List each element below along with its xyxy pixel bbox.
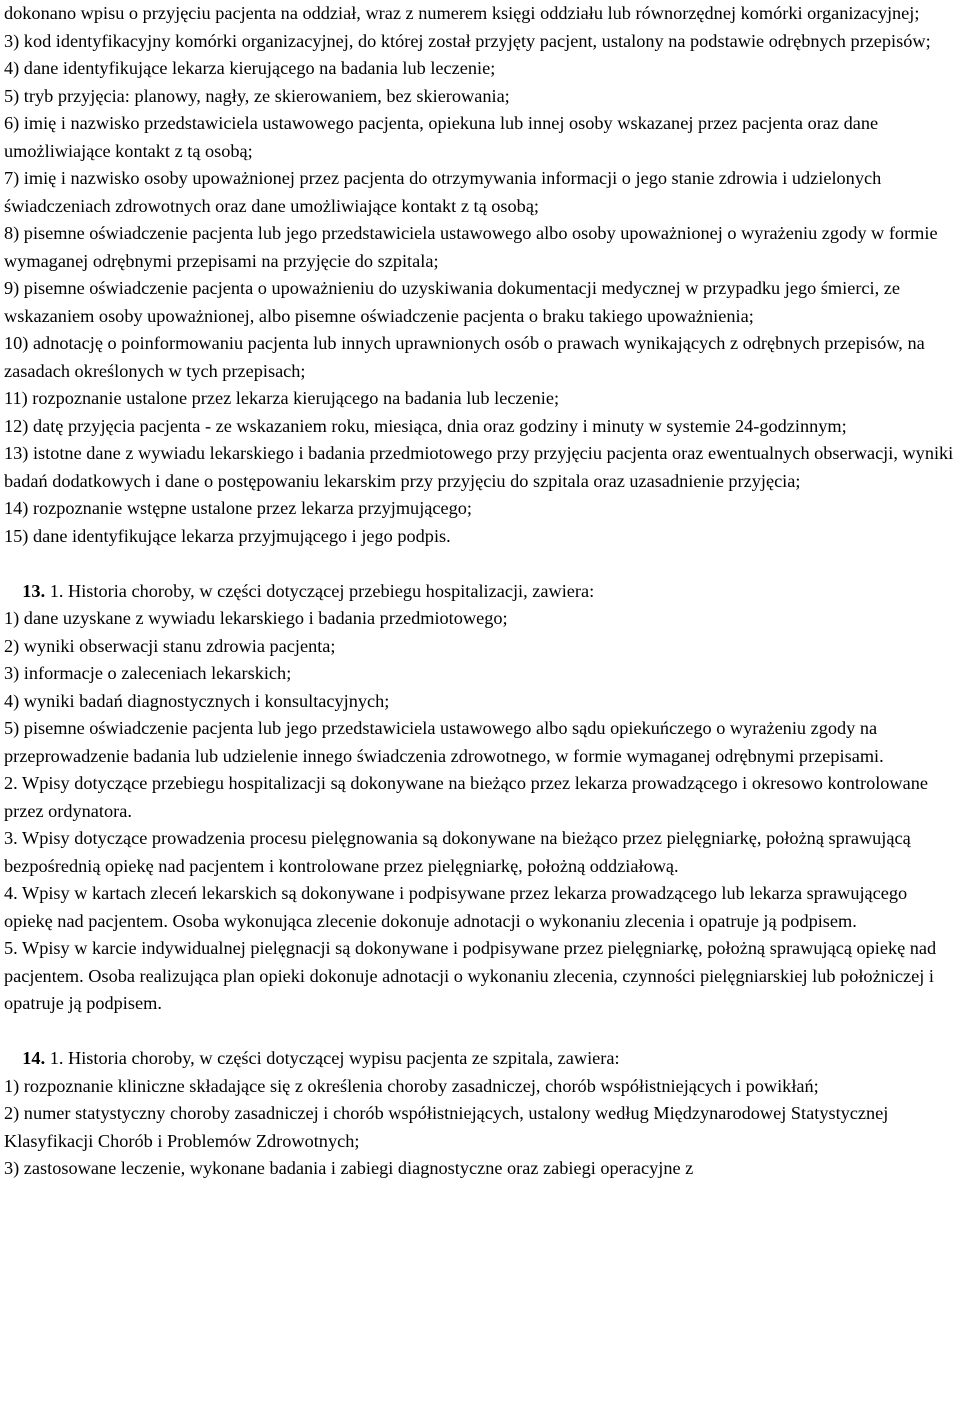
section-13 [4,578,956,1018]
list-item: 5. Wpisy w karcie indywidualnej pielęgnacji są dokonywane i podpisywane przez pielęgniarkę, położną sprawującą opiekę nad pacjentem. Osoba realizująca plan opieki dokonuje adnotacji o wykonaniu zlecenia, czynności pielęgniarskiej lub położniczej i opatruje ją podpisem. [4,938,937,1013]
list-item: 3) kod identyfikacyjny komórki organizacyjnej, do której został przyjęty pacjent, ustalony na podstawie odrębnych przepisów; [4,30,931,51]
list-item: 5) pisemne oświadczenie pacjenta lub jego przedstawiciela ustawowego albo sądu opiekuńczego o wyrażeniu zgody na przeprowadzenie badania lub udzielenie innego świadczenia zdrowotnego, w formie wymaganej odrębnymi przepisami. [4,718,884,766]
list-item: 6) imię i nazwisko przedstawiciela ustawowego pacjenta, opiekuna lub innej osoby wskazanej przez pacjenta oraz dane umożliwiające kontakt z tą osobą; [4,113,879,161]
list-item: 3) zastosowane leczenie, wykonane badania i zabiegi diagnostyczne oraz zabiegi operacyjne z [4,1158,694,1178]
section-lead: 1. Historia choroby, w części dotyczącej przebiegu hospitalizacji, zawiera: [45,580,595,601]
list-item: 7) imię i nazwisko osoby upoważnionej przez pacjenta do otrzymywania informacji o jego stanie zdrowia i udzielonych świadczeniach zdrowotnych oraz dane umożliwiające kontakt z tą osobą; [4,168,882,216]
list-item: 2) numer statystyczny choroby zasadniczej i chorób współistniejących, ustalony według Międzynarodowej Statystycznej Klasyfikacji Chorób i Problemów Zdrowotnych; [4,1103,889,1151]
list-item: 2) wyniki obserwacji stanu zdrowia pacjenta; [4,635,336,656]
list-item: 3) informacje o zaleceniach lekarskich; [4,663,292,683]
section-number: 13. [22,580,46,601]
list-item: 1) dane uzyskane z wywiadu lekarskiego i badania przedmiotowego; [4,608,508,628]
list-item: 9) pisemne oświadczenie pacjenta o upoważnieniu do uzyskiwania dokumentacji medycznej w przypadku jego śmierci, ze wskazaniem osoby upoważnionej, albo pisemne oświadczenie pacjenta o braku takiego upoważnienia; [4,278,900,326]
list-item: 15) dane identyfikujące lekarza przyjmującego i jego podpis. [4,525,451,546]
list-item: 5) tryb przyjęcia: planowy, nagły, ze skierowaniem, bez skierowania; [4,85,510,106]
list-item: 12) datę przyjęcia pacjenta - ze wskazaniem roku, miesiąca, dnia oraz godziny i minuty w systemie 24-godzinnym; [4,415,847,436]
list-item: 4. Wpisy w kartach zleceń lekarskich są dokonywane i podpisywane przez lekarza prowadzącego lub lekarza sprawującego opiekę nad pacjentem. Osoba wykonująca zlecenie dokonuje adnotacji o wykonaniu zlecenia i opatruje ją podpisem. [4,883,908,931]
list-item: 3. Wpisy dotyczące prowadzenia procesu pielęgnowania są dokonywane na bieżąco przez pielęgniarkę, położną sprawującą bezpośrednią opiekę nad pacjentem i kontrolowane przez pielęgniarkę, położną oddziałową. [4,828,911,876]
list-item: 10) adnotację o poinformowaniu pacjenta lub innych uprawnionych osób o prawach wynikających z odrębnych przepisów, na zasadach określonych w tych przepisach; [4,333,925,381]
section-lead: 1. Historia choroby, w części dotyczącej wypisu pacjenta ze szpitala, zawiera: [45,1048,620,1068]
list-item: 2. Wpisy dotyczące przebiegu hospitalizacji są dokonywane na bieżąco przez lekarza prowadzącego i okresowo kontrolowane przez ordynatora. [4,773,928,821]
section-number: 14. [22,1048,46,1068]
list-item: 11) rozpoznanie ustalone przez lekarza kierującego na badania lub leczenie; [4,388,560,408]
list-item: 4) wyniki badań diagnostycznych i konsultacyjnych; [4,690,390,711]
paragraph-gap [4,550,956,578]
intro-paragraph: dokonano wpisu o przyjęciu pacjenta na oddział, wraz z numerem księgi oddziału lub równorzędnej komórki organizacyjnej; [4,3,920,23]
section-heading [4,1045,956,1073]
paragraph-gap [4,1018,956,1046]
list-item: 14) rozpoznanie wstępne ustalone przez lekarza przyjmującego; [4,498,472,518]
section-heading [4,578,956,606]
list-item: 1) rozpoznanie kliniczne składające się z określenia choroby zasadniczej, chorób współistniejących i powikłań; [4,1075,819,1096]
list-item: 4) dane identyfikujące lekarza kierującego na badania lub leczenie; [4,58,496,78]
list-item: 13) istotne dane z wywiadu lekarskiego i badania przedmiotowego przy przyjęciu pacjenta oraz ewentualnych obserwacji, wyniki badań dodatkowych i dane o postępowaniu lekarskim przy przyjęciu do szpitala oraz uzasadnienie przyjęcia; [4,443,954,491]
item-list-section-12 [4,28,956,551]
list-item: 8) pisemne oświadczenie pacjenta lub jego przedstawiciela ustawowego albo osoby upoważnionej o wyrażeniu zgody w formie wymaganej odrębnymi przepisami na przyjęcie do szpitala; [4,223,938,271]
section-14 [4,1045,956,1183]
